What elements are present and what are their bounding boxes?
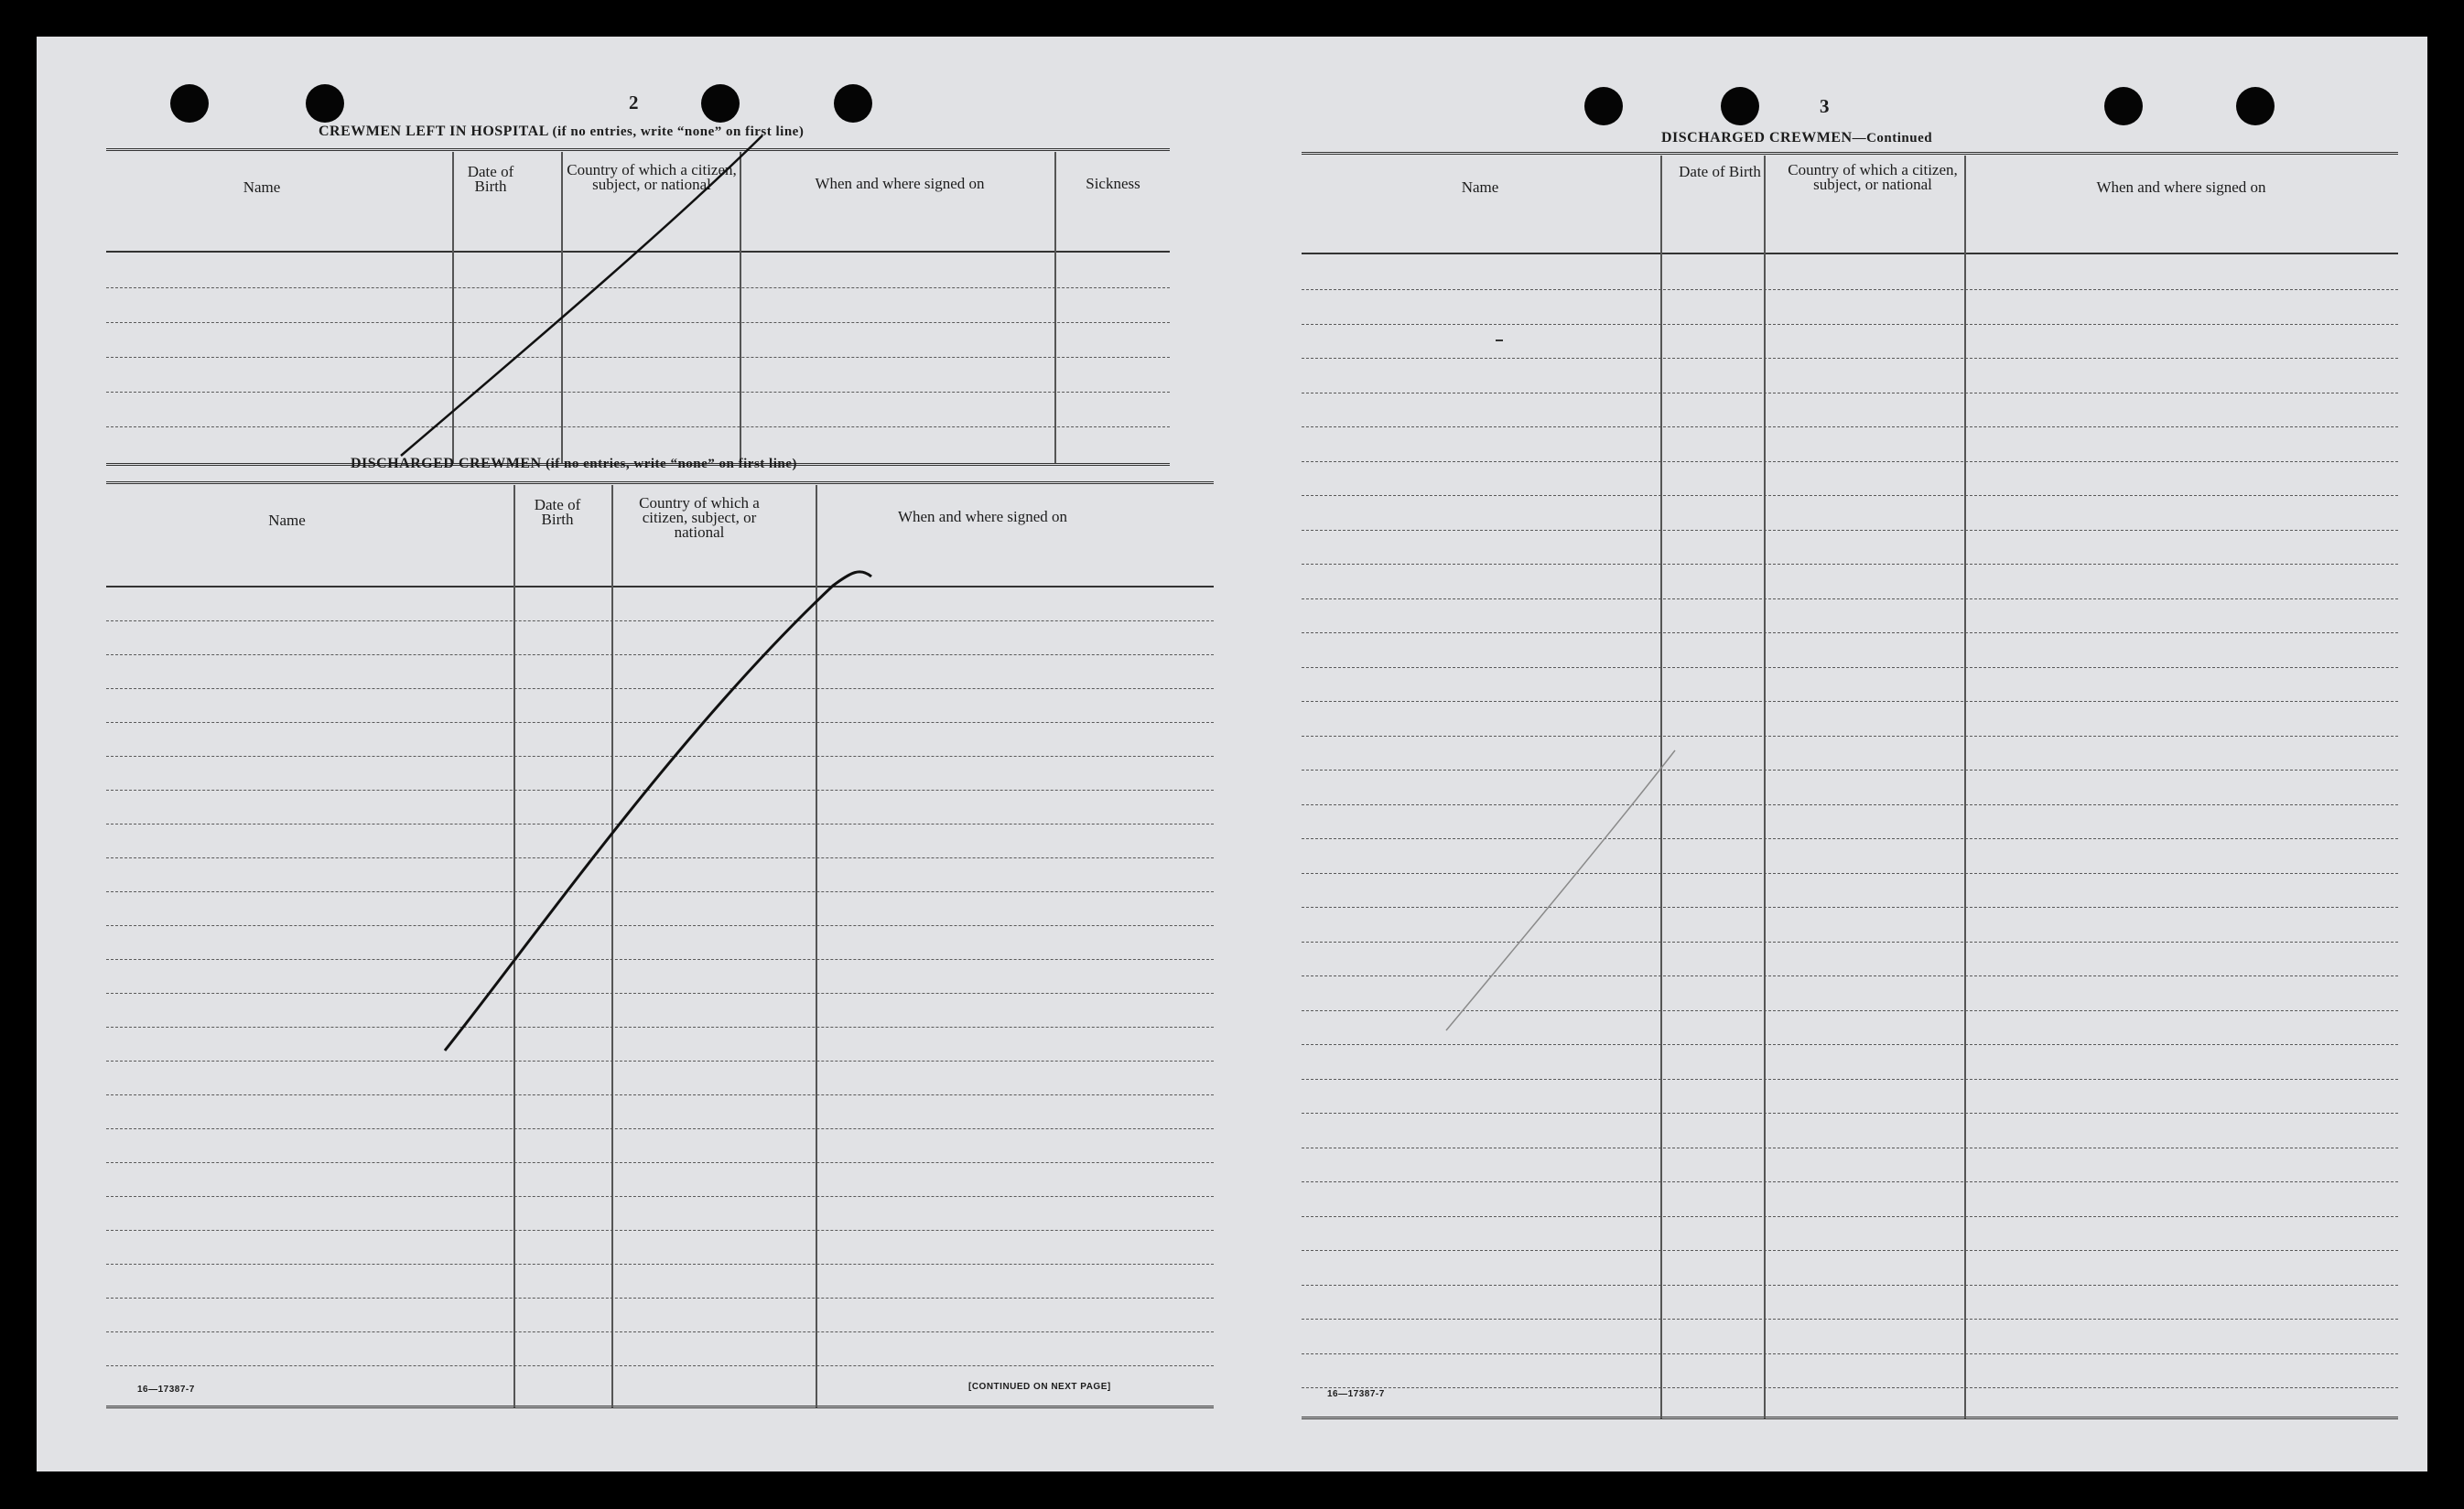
col-date-of-birth: Date of Birth: [467, 163, 514, 195]
col-date-of-birth: Date of Birth: [534, 496, 581, 528]
continued-title-main: DISCHARGED CREWMEN: [1661, 130, 1853, 146]
col-country: Country of which a citizen, subject, or national: [639, 494, 760, 541]
cancellation-marks: [37, 37, 2427, 1471]
page-number-right: 3: [1820, 95, 1830, 117]
col-name: Name: [243, 178, 281, 196]
hospital-title-main: CREWMEN LEFT IN HOSPITAL: [319, 124, 549, 139]
col-signed-on: When and where signed on: [897, 508, 1068, 525]
col-date-of-birth: Date of Birth: [1679, 163, 1761, 180]
col-signed-on: When and where signed on: [815, 175, 985, 192]
page-number-left: 2: [629, 92, 639, 113]
col-country: Country of which a citizen, subject, or national: [1788, 161, 1958, 193]
manifest-sheet: [37, 37, 2427, 1471]
form-number-left: 16—17387-7: [137, 1385, 195, 1395]
col-signed-on: When and where signed on: [2096, 178, 2266, 196]
hospital-cancel-stroke: [401, 135, 762, 456]
col-name: Name: [1461, 178, 1499, 196]
discharged-title-main: DISCHARGED CREWMEN: [351, 456, 542, 471]
faint-cancel-stroke: [1446, 750, 1675, 1030]
continued-note: [CONTINUED ON NEXT PAGE]: [968, 1382, 1111, 1392]
form-number-right: 16—17387-7: [1327, 1389, 1385, 1399]
col-sickness: Sickness: [1086, 175, 1140, 192]
col-name: Name: [268, 512, 306, 529]
col-country: Country of which a citizen, subject, or national: [567, 161, 737, 193]
discharged-title-note: (if no entries, write “none” on first line): [546, 457, 797, 471]
discharged-cancel-stroke: [445, 572, 871, 1051]
hospital-title-note: (if no entries, write “none” on first line): [552, 124, 805, 139]
continued-title-note: —Continued: [1852, 131, 1933, 146]
